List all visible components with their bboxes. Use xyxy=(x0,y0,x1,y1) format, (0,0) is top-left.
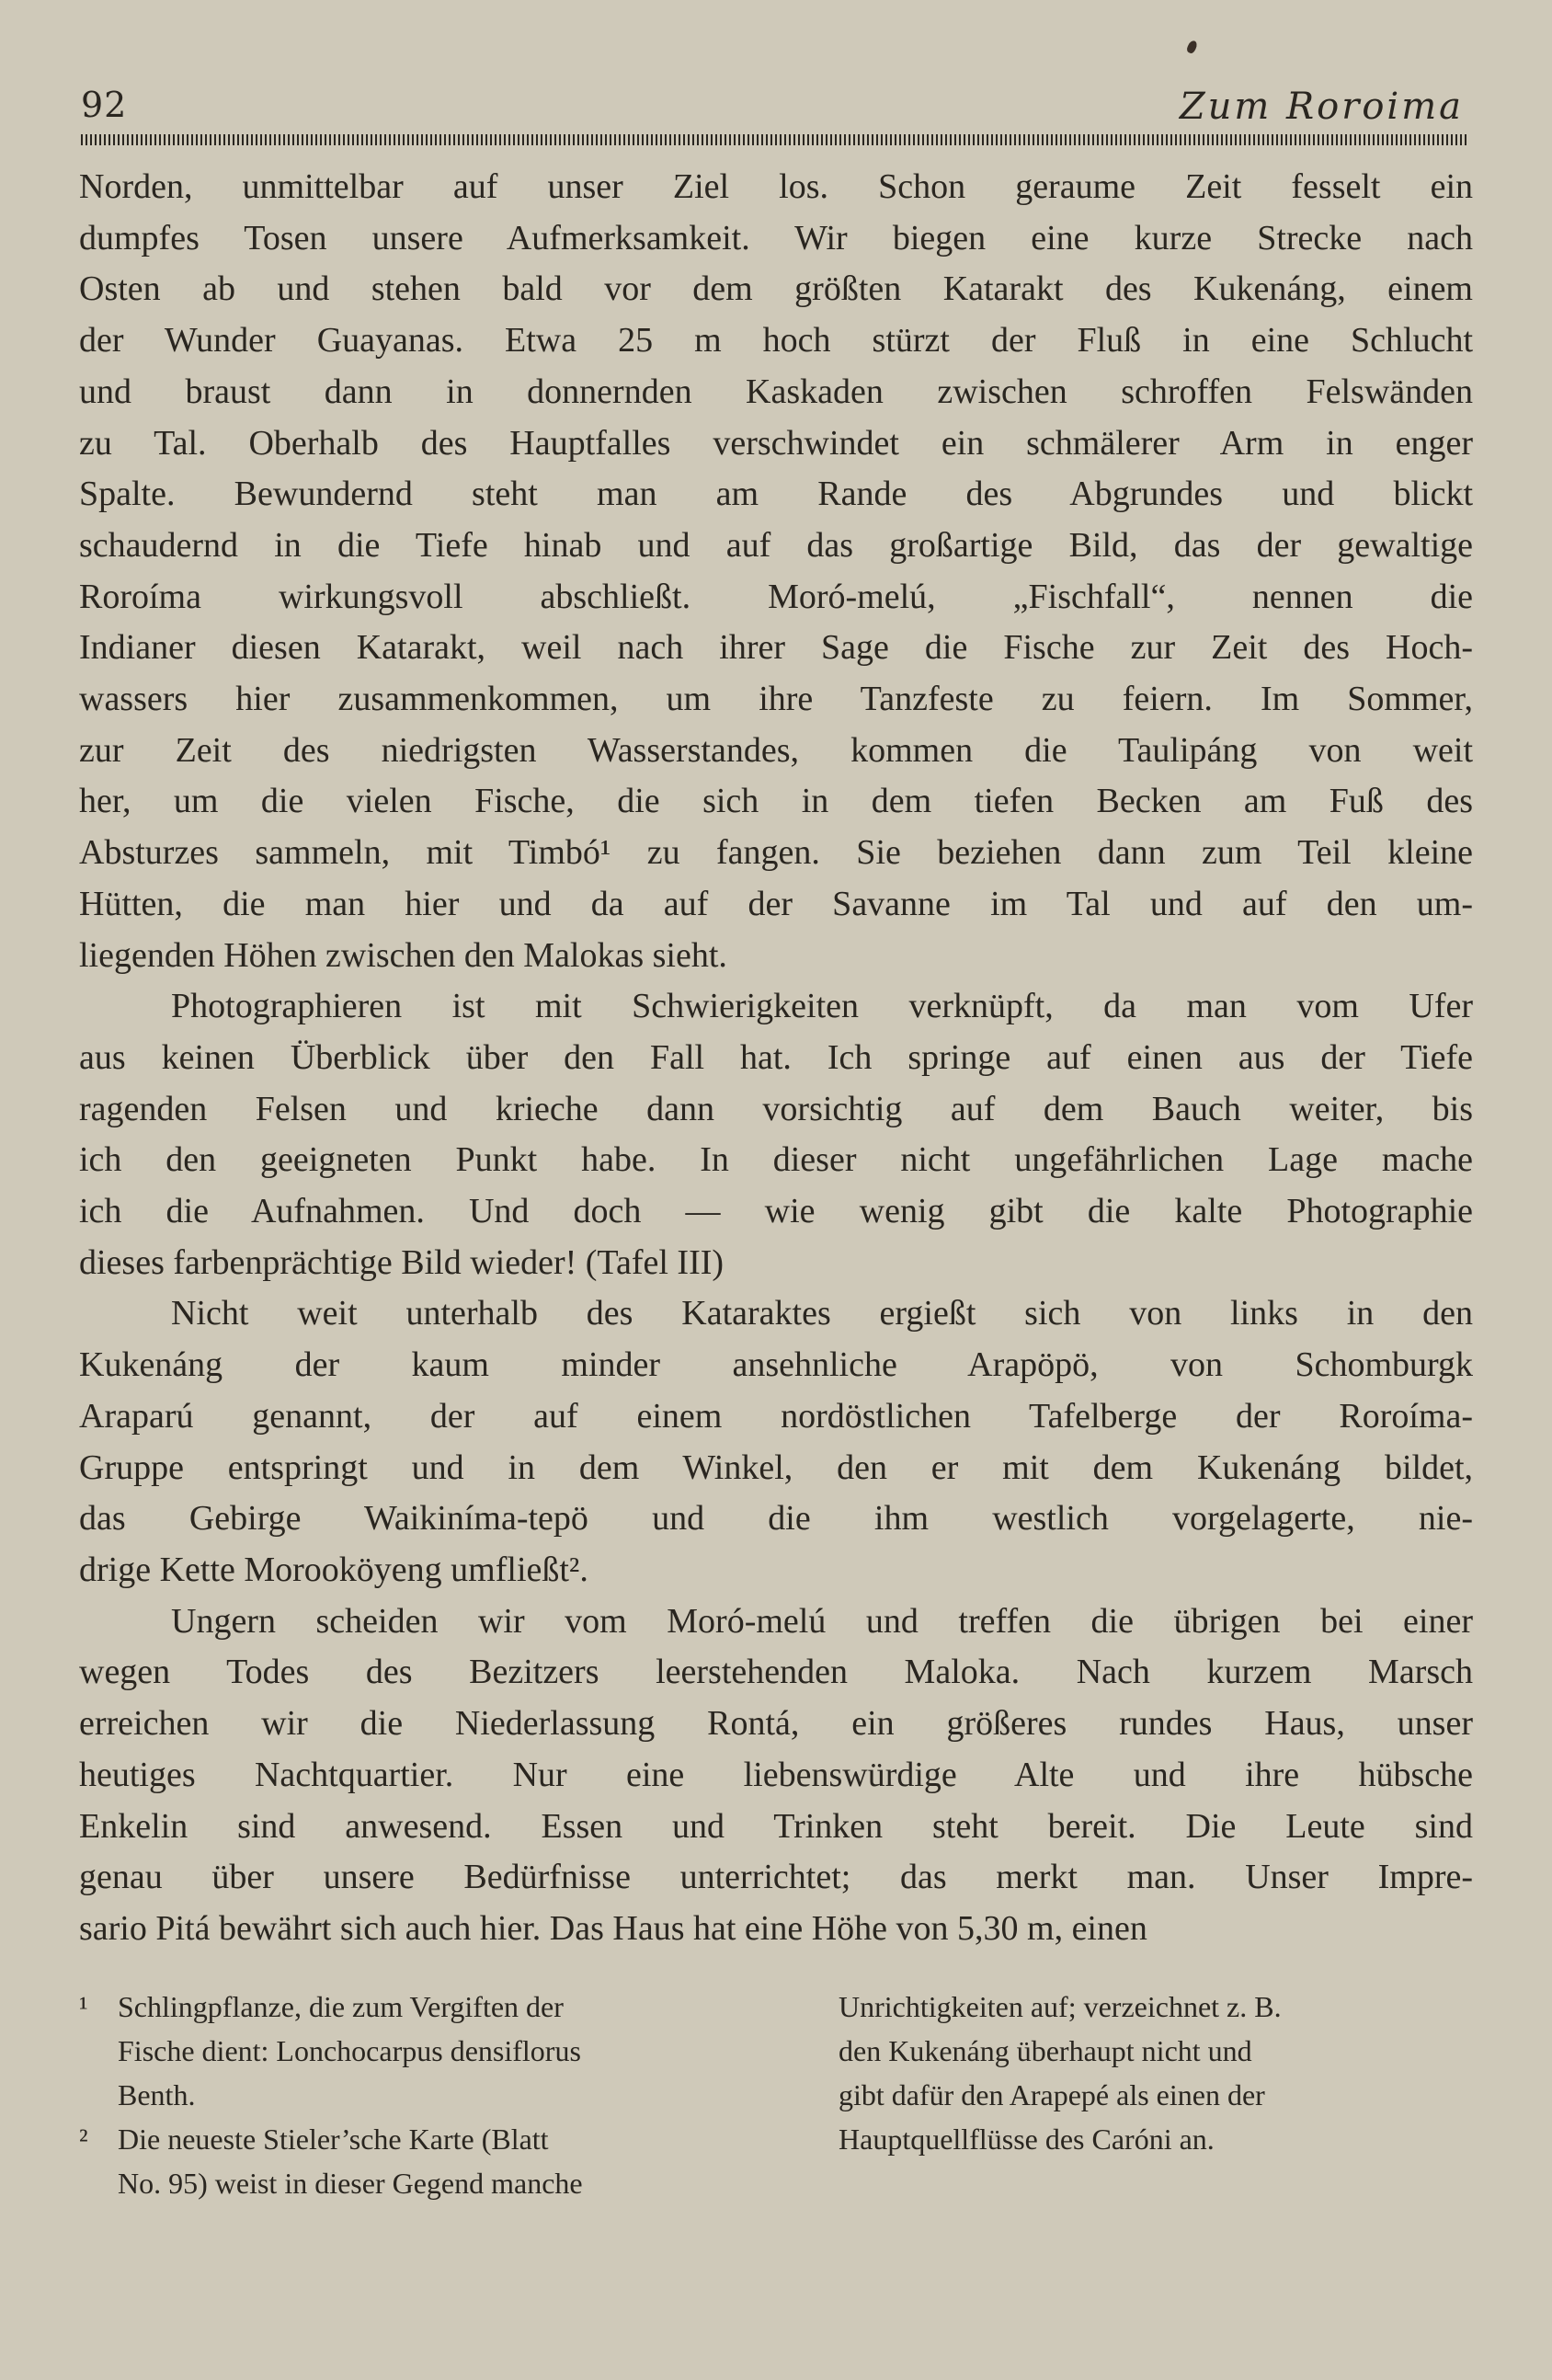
main-text xyxy=(79,162,1473,1955)
running-title: Zum Roroima xyxy=(1179,86,1464,128)
text-line: genau über unsere Bedürfnisse unterrichtet; das merkt man. Unser Impre- xyxy=(79,1858,1473,1897)
footnote-text: Benth. xyxy=(118,2078,196,2111)
text-line: Hütten, die man hier und da auf der Savanne im Tal und auf den um- xyxy=(79,884,1473,923)
footnote xyxy=(79,1985,759,2117)
text-line: Ungern scheiden wir vom Moró-melú und treffen die übrigen bei einer xyxy=(171,1601,1473,1641)
footnote-number: ² xyxy=(79,2123,88,2156)
text-line: Indianer diesen Katarakt, weil nach ihrer Sage die Fische zur Zeit des Hoch- xyxy=(79,628,1473,668)
footnote-text: No. 95) weist in dieser Gegend manche xyxy=(118,2167,583,2200)
text-line: Enkelin sind anwesend. Essen und Trinken steht bereit. Die Leute sind xyxy=(79,1806,1473,1846)
footnote-line: den Kukenáng überhaupt nicht und xyxy=(839,2034,1252,2067)
footnote xyxy=(79,2117,759,2205)
text-line: dieses farbenprächtige Bild wieder! (Tafel III) xyxy=(79,1242,725,1282)
footnote-text: Fische dient: Lonchocarpus densiflorus xyxy=(118,2034,581,2067)
text-line: der Wunder Guayanas. Etwa 25 m hoch stürzt der Fluß in eine Schlucht xyxy=(79,321,1473,360)
text-line: zu Tal. Oberhalb des Hauptfalles verschwindet ein schmälerer Arm in enger xyxy=(79,423,1473,463)
text-line: aus keinen Überblick über den Fall hat. Ich springe auf einen aus der Tiefe xyxy=(79,1037,1473,1077)
footnote-line xyxy=(79,1985,759,2029)
footnote-line: Hauptquellflüsse des Caróni an. xyxy=(839,2123,1215,2156)
text-line: ich die Aufnahmen. Und doch — wie wenig gibt die kalte Photographie xyxy=(79,1192,1473,1231)
text-line: Gruppe entspringt und in dem Winkel, den er mit dem Kukenáng bildet, xyxy=(79,1447,1473,1487)
text-line: Osten ab und stehen bald vor dem größten Katarakt des Kukenáng, einem xyxy=(79,269,1473,309)
paragraph xyxy=(79,1596,1473,1955)
text-line: Photographieren ist mit Schwierigkeiten verknüpft, da man vom Ufer xyxy=(171,987,1473,1026)
footnote-line xyxy=(118,2073,759,2117)
paragraph xyxy=(79,1288,1473,1596)
footnote-text: Die neueste Stieler’sche Karte (Blatt xyxy=(118,2123,549,2156)
footnote-line xyxy=(79,2117,759,2161)
footnotes-right-column xyxy=(839,1985,1473,2161)
footnotes-left-column xyxy=(79,1985,759,2205)
footnote-line: Unrichtigkeiten auf; verzeichnet z. B. xyxy=(839,1990,1282,2023)
text-line: erreichen wir die Niederlassung Rontá, ein größeres rundes Haus, unser xyxy=(79,1704,1473,1744)
paragraph xyxy=(79,981,1473,1288)
paragraph xyxy=(79,162,1473,981)
text-line: ragenden Felsen und krieche dann vorsichtig auf dem Bauch weiter, bis xyxy=(79,1089,1473,1128)
footnote-number: ¹ xyxy=(79,1990,88,2023)
text-line: Roroíma wirkungsvoll abschließt. Moró-melú, „Fischfall“, nennen die xyxy=(79,577,1473,616)
page-header xyxy=(81,85,1473,143)
text-line: Norden, unmittelbar auf unser Ziel los. Schon geraume Zeit fesselt ein xyxy=(79,167,1473,206)
footnote-text: Schlingpflanze, die zum Vergiften der xyxy=(118,1990,564,2023)
text-line: Nicht weit unterhalb des Kataraktes ergießt sich von links in den xyxy=(171,1294,1473,1333)
text-line: drige Kette Morooköyeng umfließt². xyxy=(79,1550,588,1589)
text-line: und braust dann in donnernden Kaskaden zwischen schroffen Felswänden xyxy=(79,372,1473,411)
ink-speck xyxy=(1185,40,1198,54)
header-rule xyxy=(81,134,1469,145)
text-line: Kukenáng der kaum minder ansehnliche Arapöpö, von Schomburgk xyxy=(79,1345,1473,1385)
text-line: sario Pitá bewährt sich auch hier. Das Haus hat eine Höhe von 5,30 m, einen xyxy=(79,1908,1147,1948)
text-line: Araparú genannt, der auf einem nordöstlichen Tafelberge der Roroíma- xyxy=(79,1396,1473,1436)
text-line: wassers hier zusammenkommen, um ihre Tanzfeste zu feiern. Im Sommer, xyxy=(79,680,1473,719)
text-line: das Gebirge Waikiníma-tepö und die ihm westlich vorgelagerte, nie- xyxy=(79,1499,1473,1539)
text-line: heutiges Nachtquartier. Nur eine liebenswürdige Alte und ihre hübsche xyxy=(79,1755,1473,1794)
footnote-line: gibt dafür den Arapepé als einen der xyxy=(839,2078,1265,2111)
footnote-line xyxy=(118,2161,759,2205)
text-line: her, um die vielen Fische, die sich in dem tiefen Becken am Fuß des xyxy=(79,782,1473,821)
text-line: zur Zeit des niedrigsten Wasserstandes, kommen die Taulipáng von weit xyxy=(79,730,1473,770)
text-line: Spalte. Bewundernd steht man am Rande des Abgrundes und blickt xyxy=(79,475,1473,514)
text-line: wegen Todes des Bezitzers leerstehenden Maloka. Nach kurzem Marsch xyxy=(79,1653,1473,1692)
text-line: dumpfes Tosen unsere Aufmerksamkeit. Wir biegen eine kurze Strecke nach xyxy=(79,218,1473,257)
text-line: schaudernd in die Tiefe hinab und auf das großartige Bild, das der gewaltige xyxy=(79,525,1473,565)
text-line: Absturzes sammeln, mit Timbó¹ zu fangen. Sie beziehen dann zum Teil kleine xyxy=(79,833,1473,873)
footnote-line xyxy=(118,2029,759,2073)
page-number: 92 xyxy=(81,85,128,125)
text-line: ich den geeigneten Punkt habe. In dieser nicht ungefährlichen Lage mache xyxy=(79,1140,1473,1180)
text-line: liegenden Höhen zwischen den Malokas sieht. xyxy=(79,935,727,975)
